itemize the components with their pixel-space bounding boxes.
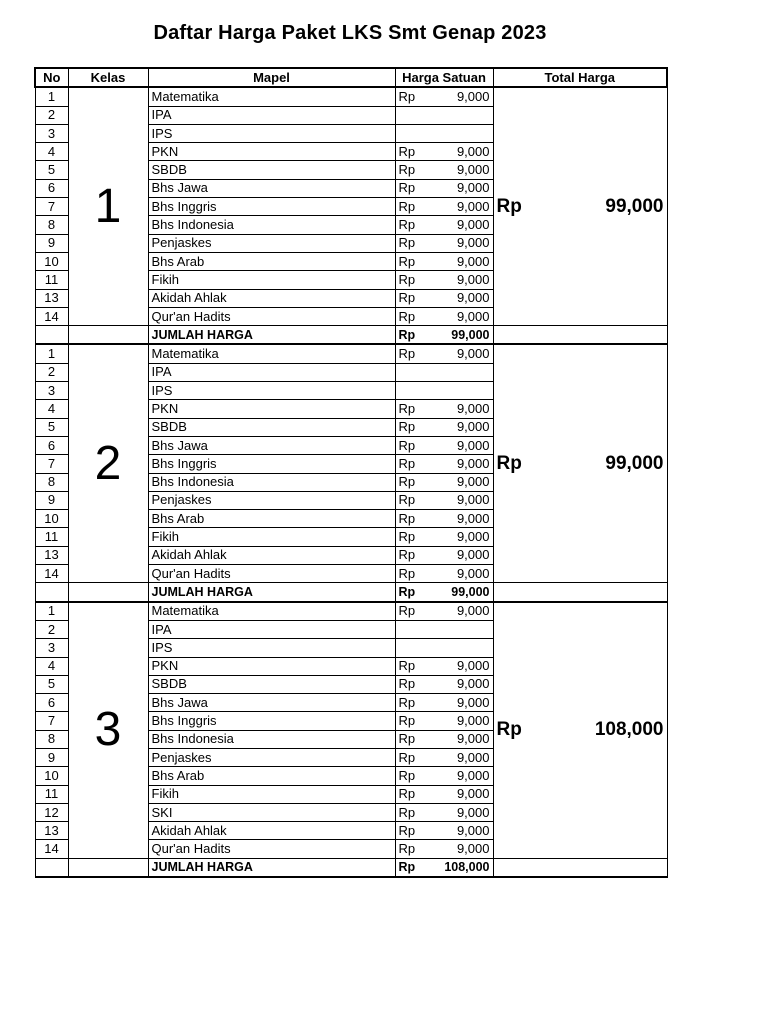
row-number: 12: [35, 803, 68, 821]
sum-amount: 108,000: [444, 860, 490, 875]
mapel-name: Bhs Jawa: [148, 436, 395, 454]
harga-satuan-cell: [395, 510, 493, 528]
harga-satuan-cell: [395, 730, 493, 748]
row-number: 5: [35, 161, 68, 179]
mapel-name: Qur'an Hadits: [148, 565, 395, 583]
currency-label: Rp: [398, 308, 416, 324]
currency-label: Rp: [398, 162, 416, 178]
harga-amount: 9,000: [456, 290, 490, 306]
harga-satuan-cell: [395, 455, 493, 473]
row-number: 4: [35, 657, 68, 675]
harga-amount: 9,000: [456, 676, 490, 692]
mapel-name: IPA: [148, 106, 395, 124]
harga-amount: 9,000: [456, 804, 490, 820]
mapel-name: Penjaskes: [148, 491, 395, 509]
mapel-name: Bhs Arab: [148, 510, 395, 528]
currency-label: Rp: [398, 180, 416, 196]
row-number: 4: [35, 400, 68, 418]
sum-currency-label: Rp: [398, 584, 416, 599]
mapel-name: Bhs Arab: [148, 767, 395, 785]
currency-label: Rp: [398, 143, 416, 159]
harga-satuan-cell: [395, 803, 493, 821]
harga-amount: 9,000: [456, 217, 490, 233]
row-number: 3: [35, 639, 68, 657]
harga-satuan-cell: [395, 400, 493, 418]
empty-cell: [68, 858, 148, 877]
row-number: 11: [35, 271, 68, 289]
mapel-name: SBDB: [148, 161, 395, 179]
currency-label: Rp: [398, 217, 416, 233]
harga-satuan-cell: [395, 675, 493, 693]
mapel-name: Bhs Inggris: [148, 455, 395, 473]
harga-amount: 9,000: [456, 455, 490, 471]
row-number: 5: [35, 418, 68, 436]
harga-satuan-cell: [395, 712, 493, 730]
mapel-name: Matematika: [148, 344, 395, 363]
harga-satuan-cell: [395, 161, 493, 179]
harga-satuan-cell: [395, 748, 493, 766]
currency-label: Rp: [398, 271, 416, 287]
harga-amount: 9,000: [456, 658, 490, 674]
harga-amount: 9,000: [456, 474, 490, 490]
mapel-name: Akidah Ahlak: [148, 546, 395, 564]
currency-label: Rp: [398, 694, 416, 710]
harga-amount: 9,000: [456, 529, 490, 545]
empty-cell: [493, 583, 667, 602]
row-number: 1: [35, 344, 68, 363]
row-number: 3: [35, 124, 68, 142]
currency-label: Rp: [398, 235, 416, 251]
harga-satuan-cell: [395, 289, 493, 307]
empty-cell: [35, 583, 68, 602]
mapel-name: Bhs Arab: [148, 252, 395, 270]
header-mapel: Mapel: [148, 68, 395, 87]
harga-amount: 9,000: [456, 198, 490, 214]
empty-cell: [35, 326, 68, 345]
mapel-name: Bhs Indonesia: [148, 730, 395, 748]
harga-amount: 9,000: [456, 437, 490, 453]
row-number: 1: [35, 602, 68, 621]
total-currency-label: Rp: [496, 195, 522, 217]
currency-label: Rp: [398, 713, 416, 729]
harga-amount: 9,000: [456, 822, 490, 838]
harga-satuan-cell: [395, 602, 493, 621]
currency-label: Rp: [398, 822, 416, 838]
mapel-name: SBDB: [148, 675, 395, 693]
harga-amount: 9,000: [456, 767, 490, 783]
row-number: 9: [35, 491, 68, 509]
kelas-number: 1: [68, 87, 148, 325]
harga-amount: 9,000: [456, 346, 490, 362]
kelas-number: 2: [68, 344, 148, 582]
empty-cell: [493, 858, 667, 877]
table-row: [35, 87, 667, 106]
mapel-name: SBDB: [148, 418, 395, 436]
harga-amount: 9,000: [456, 749, 490, 765]
row-number: 7: [35, 198, 68, 216]
harga-satuan-cell: [395, 363, 493, 381]
harga-satuan-cell: [395, 491, 493, 509]
harga-satuan-cell: [395, 216, 493, 234]
mapel-name: PKN: [148, 143, 395, 161]
mapel-name: Bhs Indonesia: [148, 216, 395, 234]
currency-label: Rp: [398, 603, 416, 619]
row-number: 8: [35, 473, 68, 491]
harga-amount: 9,000: [456, 308, 490, 324]
table-body: [35, 87, 667, 877]
currency-label: Rp: [398, 455, 416, 471]
row-number: 14: [35, 840, 68, 858]
row-number: 9: [35, 234, 68, 252]
harga-amount: 9,000: [456, 400, 490, 416]
harga-satuan-cell: [395, 657, 493, 675]
harga-amount: 9,000: [456, 271, 490, 287]
mapel-name: Qur'an Hadits: [148, 307, 395, 325]
harga-amount: 9,000: [456, 510, 490, 526]
currency-label: Rp: [398, 749, 416, 765]
jumlah-harga-cell: [395, 583, 493, 602]
total-currency-label: Rp: [496, 452, 522, 474]
row-number: 14: [35, 565, 68, 583]
currency-label: Rp: [398, 346, 416, 362]
mapel-name: Bhs Jawa: [148, 694, 395, 712]
empty-cell: [68, 326, 148, 345]
total-currency-label: Rp: [496, 719, 522, 741]
harga-satuan-cell: [395, 565, 493, 583]
harga-satuan-cell: [395, 87, 493, 106]
currency-label: Rp: [398, 437, 416, 453]
harga-amount: 9,000: [456, 419, 490, 435]
harga-amount: 9,000: [456, 694, 490, 710]
currency-label: Rp: [398, 731, 416, 747]
currency-label: Rp: [398, 786, 416, 802]
mapel-name: Fikih: [148, 528, 395, 546]
row-number: 10: [35, 510, 68, 528]
harga-satuan-cell: [395, 785, 493, 803]
mapel-name: Bhs Jawa: [148, 179, 395, 197]
sum-currency-label: Rp: [398, 327, 416, 342]
harga-amount: 9,000: [456, 143, 490, 159]
row-number: 3: [35, 382, 68, 400]
empty-cell: [35, 858, 68, 877]
harga-amount: 9,000: [456, 492, 490, 508]
currency-label: Rp: [398, 400, 416, 416]
harga-amount: 9,000: [456, 180, 490, 196]
harga-satuan-cell: [395, 418, 493, 436]
row-number: 9: [35, 748, 68, 766]
row-number: 14: [35, 307, 68, 325]
currency-label: Rp: [398, 658, 416, 674]
jumlah-harga-row: [35, 326, 667, 345]
mapel-name: Penjaskes: [148, 234, 395, 252]
table-row: [35, 602, 667, 621]
harga-satuan-cell: [395, 271, 493, 289]
harga-satuan-cell: [395, 198, 493, 216]
harga-satuan-cell: [395, 234, 493, 252]
harga-satuan-cell: [395, 106, 493, 124]
currency-label: Rp: [398, 198, 416, 214]
harga-satuan-cell: [395, 767, 493, 785]
row-number: 7: [35, 712, 68, 730]
mapel-name: Matematika: [148, 87, 395, 106]
mapel-name: Bhs Indonesia: [148, 473, 395, 491]
sum-amount: 99,000: [451, 327, 490, 342]
mapel-name: IPS: [148, 382, 395, 400]
header-total-harga: Total Harga: [493, 68, 667, 87]
harga-satuan-cell: [395, 382, 493, 400]
header-harga-satuan: Harga Satuan: [395, 68, 493, 87]
row-number: 11: [35, 528, 68, 546]
row-number: 2: [35, 363, 68, 381]
harga-satuan-cell: [395, 179, 493, 197]
row-number: 10: [35, 767, 68, 785]
kelas-number: 3: [68, 602, 148, 859]
mapel-name: IPS: [148, 639, 395, 657]
mapel-name: Bhs Inggris: [148, 198, 395, 216]
jumlah-harga-label: JUMLAH HARGA: [148, 583, 395, 602]
header-no: No: [35, 68, 68, 87]
total-harga-cell: [493, 87, 667, 325]
harga-satuan-cell: [395, 694, 493, 712]
mapel-name: Akidah Ahlak: [148, 822, 395, 840]
currency-label: Rp: [398, 510, 416, 526]
currency-label: Rp: [398, 492, 416, 508]
harga-satuan-cell: [395, 124, 493, 142]
harga-satuan-cell: [395, 436, 493, 454]
harga-amount: 9,000: [456, 547, 490, 563]
harga-satuan-cell: [395, 252, 493, 270]
harga-satuan-cell: [395, 639, 493, 657]
harga-satuan-cell: [395, 620, 493, 638]
total-harga-cell: [493, 344, 667, 582]
harga-amount: 9,000: [456, 565, 490, 581]
currency-label: Rp: [398, 841, 416, 857]
harga-amount: 9,000: [456, 731, 490, 747]
sum-currency-label: Rp: [398, 860, 416, 875]
sum-amount: 99,000: [451, 584, 490, 599]
jumlah-harga-cell: [395, 326, 493, 345]
harga-amount: 9,000: [456, 841, 490, 857]
row-number: 7: [35, 455, 68, 473]
mapel-name: IPA: [148, 363, 395, 381]
row-number: 13: [35, 546, 68, 564]
jumlah-harga-label: JUMLAH HARGA: [148, 858, 395, 877]
currency-label: Rp: [398, 419, 416, 435]
jumlah-harga-label: JUMLAH HARGA: [148, 326, 395, 345]
total-amount: 108,000: [594, 719, 664, 741]
table-row: [35, 344, 667, 363]
row-number: 1: [35, 87, 68, 106]
currency-label: Rp: [398, 767, 416, 783]
harga-amount: 9,000: [456, 88, 490, 104]
row-number: 5: [35, 675, 68, 693]
harga-satuan-cell: [395, 143, 493, 161]
mapel-name: Qur'an Hadits: [148, 840, 395, 858]
header-kelas: Kelas: [68, 68, 148, 87]
harga-amount: 9,000: [456, 786, 490, 802]
row-number: 13: [35, 822, 68, 840]
harga-amount: 9,000: [456, 162, 490, 178]
mapel-name: Bhs Inggris: [148, 712, 395, 730]
currency-label: Rp: [398, 474, 416, 490]
harga-satuan-cell: [395, 344, 493, 363]
currency-label: Rp: [398, 253, 416, 269]
page-title: Daftar Harga Paket LKS Smt Genap 2023: [153, 22, 547, 44]
row-number: 8: [35, 730, 68, 748]
row-number: 6: [35, 179, 68, 197]
mapel-name: PKN: [148, 657, 395, 675]
row-number: 13: [35, 289, 68, 307]
mapel-name: SKI: [148, 803, 395, 821]
row-number: 4: [35, 143, 68, 161]
mapel-name: Penjaskes: [148, 748, 395, 766]
empty-cell: [68, 583, 148, 602]
mapel-name: Matematika: [148, 602, 395, 621]
row-number: 2: [35, 620, 68, 638]
total-harga-cell: [493, 602, 667, 859]
row-number: 10: [35, 252, 68, 270]
harga-satuan-cell: [395, 840, 493, 858]
mapel-name: IPS: [148, 124, 395, 142]
currency-label: Rp: [398, 88, 416, 104]
jumlah-harga-cell: [395, 858, 493, 877]
row-number: 6: [35, 694, 68, 712]
harga-satuan-cell: [395, 822, 493, 840]
mapel-name: Fikih: [148, 785, 395, 803]
currency-label: Rp: [398, 565, 416, 581]
mapel-name: Akidah Ahlak: [148, 289, 395, 307]
currency-label: Rp: [398, 290, 416, 306]
row-number: 8: [35, 216, 68, 234]
mapel-name: IPA: [148, 620, 395, 638]
currency-label: Rp: [398, 529, 416, 545]
empty-cell: [493, 326, 667, 345]
total-amount: 99,000: [605, 452, 664, 474]
harga-satuan-cell: [395, 546, 493, 564]
price-table: [34, 67, 668, 878]
harga-amount: 9,000: [456, 713, 490, 729]
harga-amount: 9,000: [456, 235, 490, 251]
currency-label: Rp: [398, 676, 416, 692]
row-number: 2: [35, 106, 68, 124]
currency-label: Rp: [398, 547, 416, 563]
header-row: [35, 68, 667, 87]
jumlah-harga-row: [35, 583, 667, 602]
harga-satuan-cell: [395, 528, 493, 546]
mapel-name: Fikih: [148, 271, 395, 289]
harga-amount: 9,000: [456, 603, 490, 619]
harga-satuan-cell: [395, 307, 493, 325]
jumlah-harga-row: [35, 858, 667, 877]
currency-label: Rp: [398, 804, 416, 820]
row-number: 6: [35, 436, 68, 454]
row-number: 11: [35, 785, 68, 803]
harga-amount: 9,000: [456, 253, 490, 269]
harga-satuan-cell: [395, 473, 493, 491]
mapel-name: PKN: [148, 400, 395, 418]
total-amount: 99,000: [605, 195, 664, 217]
